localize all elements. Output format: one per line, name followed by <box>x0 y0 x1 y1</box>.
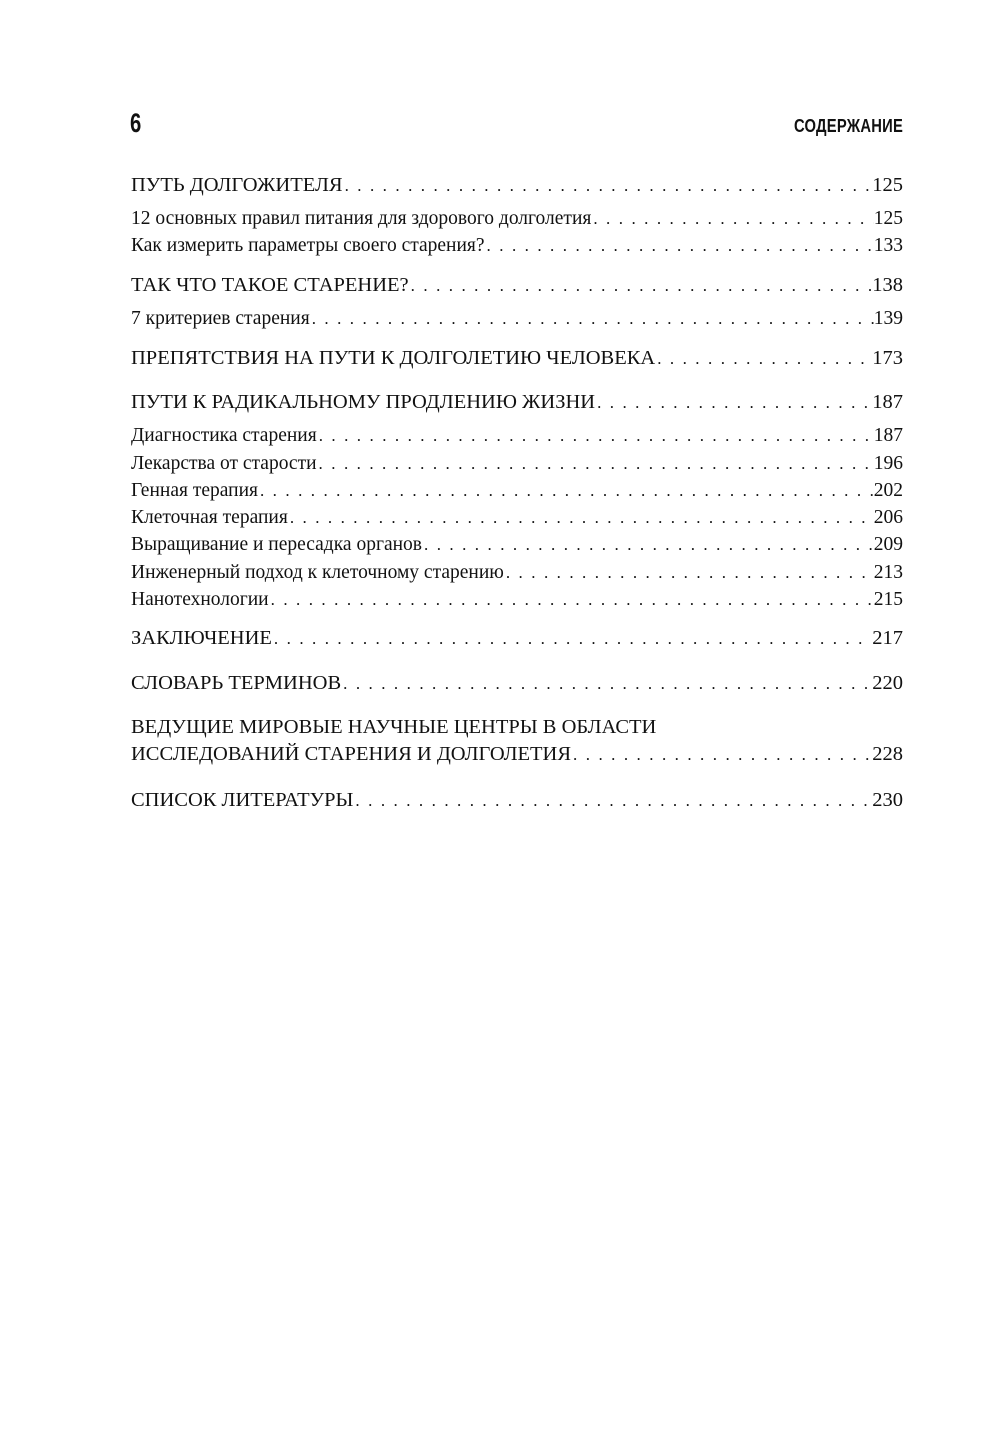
toc-entry-page: 173 <box>872 347 903 369</box>
toc-entry-title: ЗАКЛЮЧЕНИЕ <box>131 627 272 649</box>
dot-leader <box>272 626 872 652</box>
dot-leader <box>341 671 872 697</box>
toc-entry-title: 7 критериев старения <box>131 308 310 329</box>
toc-entry[interactable] <box>131 206 903 232</box>
dot-leader <box>571 742 872 768</box>
toc-entry[interactable] <box>131 306 903 332</box>
toc-entry[interactable] <box>131 587 903 613</box>
toc-entry-page: 206 <box>873 507 903 528</box>
toc-entry-title: Диагностика старения <box>131 425 317 446</box>
toc-entry[interactable] <box>131 451 903 477</box>
toc-entry[interactable] <box>131 345 903 372</box>
toc-entry-page: 230 <box>872 789 903 811</box>
toc-entry-page: 125 <box>873 208 903 229</box>
toc-entry-title: 12 основных правил питания для здорового долголетия <box>131 208 592 229</box>
toc-entry-title: ТАК ЧТО ТАКОЕ СТАРЕНИЕ? <box>131 274 409 296</box>
dot-leader <box>343 173 873 199</box>
dot-leader <box>485 233 874 259</box>
toc-entry-title: ИССЛЕДОВАНИЙ СТАРЕНИЯ И ДОЛГОЛЕТИЯ <box>131 743 572 765</box>
toc-entry-title: Выращивание и пересадка органов <box>131 534 422 555</box>
toc-entry-page: 187 <box>873 425 903 446</box>
dot-leader <box>504 560 874 586</box>
toc-entry-title: ПУТИ К РАДИКАЛЬНОМУ ПРОДЛЕНИЮ ЖИЗНИ <box>131 391 596 413</box>
toc-entry-title: Лекарства от старости <box>131 453 317 474</box>
toc-entry-title: Инженерный подход к клеточному старению <box>131 562 504 583</box>
toc-entry-page: 215 <box>873 589 903 610</box>
toc-entry[interactable] <box>131 625 903 652</box>
toc-entry-page: 213 <box>873 562 903 583</box>
toc-entry[interactable] <box>131 787 903 814</box>
toc-entry-page: 187 <box>872 391 903 413</box>
toc-entry-page: 133 <box>873 235 903 256</box>
toc-entry-page: 228 <box>872 743 903 765</box>
toc-entry-title: Нанотехнологии <box>131 589 269 610</box>
dot-leader <box>317 451 874 477</box>
toc-entry-title: ПУТЬ ДОЛГОЖИТЕЛЯ <box>131 174 343 196</box>
toc-entry-page: 138 <box>872 274 903 296</box>
toc-entry-line-1[interactable] <box>131 714 903 740</box>
dot-leader <box>258 478 874 504</box>
dot-leader <box>409 273 873 299</box>
toc-entry[interactable] <box>131 172 903 199</box>
toc-entry-page: 209 <box>873 534 903 555</box>
dot-leader <box>269 587 874 613</box>
dot-leader <box>591 206 873 232</box>
toc-entry-page: 125 <box>872 174 903 196</box>
dot-leader <box>317 423 874 449</box>
toc-entry[interactable] <box>131 532 903 558</box>
toc-entry[interactable] <box>131 233 903 259</box>
toc-entry[interactable] <box>131 389 903 416</box>
toc-entry[interactable] <box>131 478 903 504</box>
toc-entry-title: Генная терапия <box>131 480 258 501</box>
dot-leader <box>310 306 874 332</box>
toc-entry[interactable] <box>131 560 903 586</box>
toc-entry-title: СПИСОК ЛИТЕРАТУРЫ <box>131 789 354 811</box>
toc-entry[interactable] <box>131 272 903 299</box>
toc-entry[interactable] <box>131 505 903 531</box>
toc-entry[interactable] <box>131 670 903 697</box>
toc-entry-title: Клеточная терапия <box>131 507 288 528</box>
toc-entry-page: 220 <box>872 672 903 694</box>
toc-entry-title: СЛОВАРЬ ТЕРМИНОВ <box>131 672 342 694</box>
toc-entry-title: ПРЕПЯТСТВИЯ НА ПУТИ К ДОЛГОЛЕТИЮ ЧЕЛОВЕКА <box>131 347 656 369</box>
toc-entry-page: 217 <box>872 627 903 649</box>
toc-entry-page: 202 <box>873 480 903 501</box>
running-head: СОДЕРЖАНИЕ <box>793 116 903 136</box>
toc-entry-title: ВЕДУЩИЕ МИРОВЫЕ НАУЧНЫЕ ЦЕНТРЫ В ОБЛАСТИ <box>131 716 657 738</box>
dot-leader <box>422 532 874 558</box>
toc-entry-page: 139 <box>873 308 903 329</box>
page-number: 6 <box>130 108 142 138</box>
toc-entry-title: Как измерить параметры своего старения? <box>131 235 485 256</box>
toc-entry[interactable] <box>131 423 903 449</box>
toc-entry-page: 196 <box>873 453 903 474</box>
dot-leader <box>288 505 874 531</box>
dot-leader <box>655 346 872 372</box>
toc-entry[interactable] <box>131 741 903 768</box>
dot-leader <box>595 390 872 416</box>
dot-leader <box>353 788 872 814</box>
